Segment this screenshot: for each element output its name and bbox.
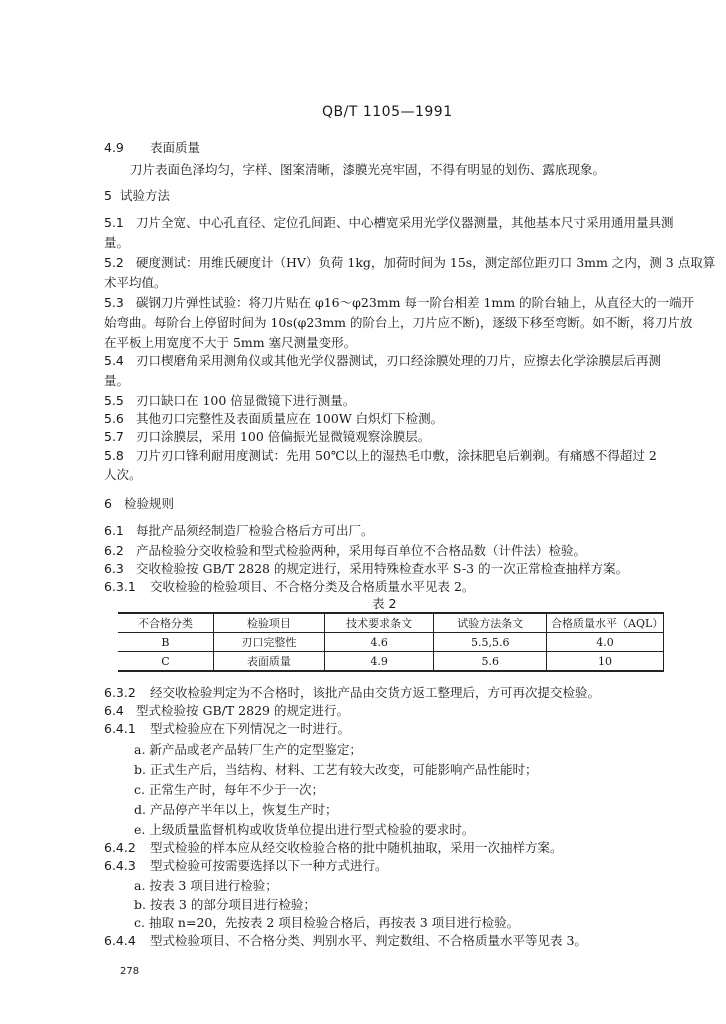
clause-6-4-1: 6.4.1 型式检验应在下列情况之一时进行。	[104, 721, 351, 736]
table-2	[118, 612, 664, 672]
page-header: QB/T 1105—1991	[322, 104, 453, 120]
clause-5-3-cont: 在平板上用宽度不大于 5mm 塞尺测量变形。	[104, 335, 357, 350]
table-header-cell: 技术要求条文	[324, 613, 433, 633]
table-cell: 5.6	[434, 652, 547, 672]
list-item: c. 正常生产时，每年不少于一次；	[134, 782, 324, 797]
page-number: 278	[120, 966, 140, 977]
clause-6-1: 6.1 每批产品须经制造厂检验合格后方可出厂。	[104, 523, 374, 538]
paragraph: 刀片表面色泽均匀，字样、图案清晰，漆膜光亮牢固，不得有明显的划伤、露底现象。	[130, 162, 606, 177]
clause-5-3: 5.3 碳钢刀片弹性试验：将刀片贴在 φ16～φ23mm 每一阶台相差 1mm 的阶台轴上，从直径大的一端开	[104, 295, 695, 310]
table-header-cell: 试验方法条文	[434, 613, 547, 633]
section-6-heading	[104, 494, 174, 512]
clause-5-6: 5.6 其他刃口完整性及表面质量应在 100W 白炽灯下检测。	[104, 411, 444, 426]
clause-5-2: 5.2 硬度测试：用维氏硬度计（HV）负荷 1kg，加荷时间为 15s，测定部位距刃口 3mm 之内，测 3 点取算	[104, 255, 716, 270]
section-title: 试验方法	[120, 188, 171, 203]
table-cell: 10	[547, 652, 664, 672]
clause-6-4: 6.4 型式检验按 GB/T 2829 的规定进行。	[104, 703, 349, 718]
clause-5-8-cont: 人次。	[104, 467, 142, 482]
table-header-row	[118, 613, 664, 633]
list-item: d. 产品停产半年以上，恢复生产时；	[134, 802, 338, 817]
list-item: a. 按表 3 项目进行检验；	[134, 878, 278, 893]
table-cell: 4.6	[324, 633, 433, 652]
clause-5-2-cont: 术平均值。	[104, 275, 167, 290]
list-item: a. 新产品或老产品转厂生产的定型鉴定；	[134, 742, 362, 757]
list-item: c. 抽取 n=20，先按表 2 项目检验合格后，再按表 3 项目进行检验。	[134, 915, 520, 930]
table-row	[118, 633, 664, 652]
clause-5-7: 5.7 刃口涂膜层，采用 100 倍偏振光显微镜观察涂膜层。	[104, 429, 431, 444]
clause-5-1-cont: 量。	[104, 235, 130, 250]
clause-6-3-2: 6.3.2 经交收检验判定为不合格时，该批产品由交货方返工整理后，方可再次提交检验。	[104, 685, 601, 700]
list-item: b. 按表 3 的部分项目进行检验；	[134, 897, 316, 912]
list-item: b. 正式生产后，当结构、材料、工艺有较大改变，可能影响产品性能时；	[134, 762, 538, 777]
section-4-9-heading	[104, 138, 200, 156]
clause-6-4-3: 6.4.3 型式检验可按需要选择以下一种方式进行。	[104, 858, 388, 873]
table-row	[118, 652, 664, 672]
clause-5-5: 5.5 刃口缺口在 100 倍显微镜下进行测量。	[104, 393, 356, 408]
clause-5-4: 5.4 刃口楔磨角采用测角仪或其他光学仪器测试，刃口经涂膜处理的刀片，应擦去化学涂膜层后再测	[104, 353, 662, 368]
table-cell: 4.0	[547, 633, 664, 652]
section-number: 5	[104, 188, 112, 203]
list-item: e. 上级质量监督机构或收货单位提出进行型式检验的要求时。	[134, 822, 475, 837]
clause-5-3-cont: 始弯曲。每阶台上停留时间为 10s(φ23mm 的阶台上，刀片应不断)，逐级下移至弯断。如不断，将刀片放	[104, 315, 693, 330]
table-cell: 4.9	[324, 652, 433, 672]
table-caption: 表 2	[372, 596, 397, 611]
clause-5-4-cont: 量。	[104, 373, 130, 388]
table-cell: C	[118, 652, 213, 672]
clause-5-1: 5.1 刀片全宽、中心孔直径、定位孔间距、中心槽宽采用光学仪器测量，其他基本尺寸采用通用量具测	[104, 215, 674, 230]
table-cell: B	[118, 633, 213, 652]
section-title: 检验规则	[124, 496, 175, 511]
table-cell: 5.5,5.6	[434, 633, 547, 652]
section-5-heading	[104, 186, 170, 204]
table-header-cell: 不合格分类	[118, 613, 213, 633]
table-cell: 表面质量	[213, 652, 324, 672]
table-cell: 刃口完整性	[213, 633, 324, 652]
clause-5-8: 5.8 刀片刃口锋利耐用度测试：先用 50℃以上的湿热毛巾敷，涂抹肥皂后剃剃。有痛感不得超过 2	[104, 448, 657, 463]
clause-6-3: 6.3 交收检验按 GB/T 2828 的规定进行，采用特殊检查水平 S-3 的一次正常检查抽样方案。	[104, 561, 629, 576]
clause-6-2: 6.2 产品检验分交收检验和型式检验两种，采用每百单位不合格品数（计件法）检验。	[104, 543, 587, 558]
table-header-cell: 检验项目	[213, 613, 324, 633]
clause-6-4-4: 6.4.4 型式检验项目、不合格分类、判别水平、判定数组、不合格质量水平等见表 3。	[104, 933, 587, 948]
section-title: 表面质量	[150, 140, 201, 155]
clause-6-4-2: 6.4.2 型式检验的样本应从经交收检验合格的批中随机抽取，采用一次抽样方案。	[104, 840, 563, 855]
section-number: 4.9	[104, 140, 124, 155]
table-header-cell: 合格质量水平（AQL）	[547, 613, 664, 633]
section-number: 6	[104, 496, 112, 511]
clause-6-3-1: 6.3.1 交收检验的检验项目、不合格分类及合格质量水平见表 2。	[104, 579, 475, 594]
